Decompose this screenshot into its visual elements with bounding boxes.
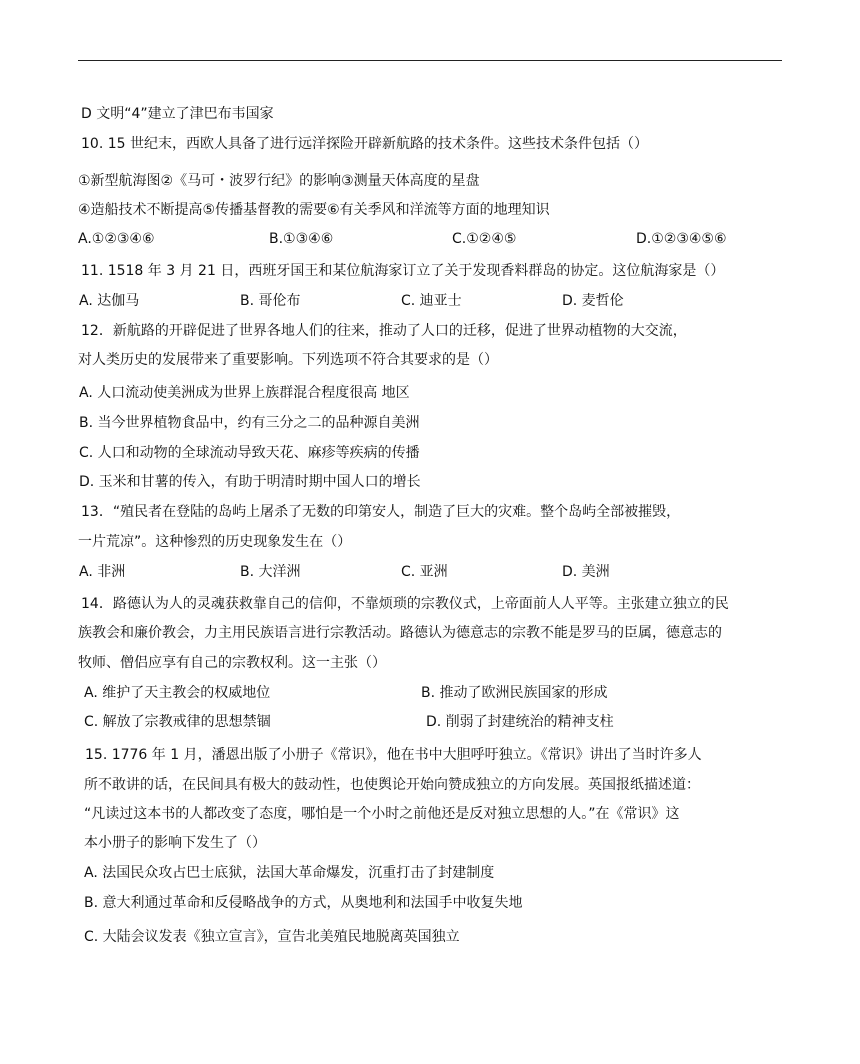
header-rule	[78, 60, 782, 61]
q13-option-a: A. 非洲	[79, 564, 126, 580]
q12-option-b: B. 当今世界植物食品中，约有三分之二的品种源自美洲	[79, 415, 420, 431]
q11-option-c: C. 迪亚士	[401, 293, 462, 309]
q10-option-d: D.①②③④⑤⑥	[636, 231, 727, 247]
q13-stem-line-1: 13．“殖民者在登陆的岛屿上屠杀了无数的印第安人，制造了巨大的灾难。整个岛屿全部被摧毁，	[81, 504, 681, 520]
q9-option-d: D 文明“4”建立了津巴布韦国家	[81, 106, 274, 122]
q14-stem-line-1: 14．路德认为人的灵魂获救靠自己的信仰，不靠烦琐的宗教仪式，上帝面前人人平等。主张建立独立的民	[81, 596, 729, 612]
q10-items-line-1: ①新型航海图②《马可・波罗行纪》的影响③测量天体高度的星盘	[78, 173, 480, 189]
q10-stem: 10. 15 世纪末，西欧人具备了进行远洋探险开辟新航路的技术条件。这些技术条件包括（）	[81, 136, 648, 152]
q15-stem-line-3: “凡读过这本书的人都改变了态度，哪怕是一个小时之前他还是反对独立思想的人。”在《常识》这	[84, 806, 680, 822]
q10-option-c: C.①②④⑤	[452, 231, 517, 247]
q11-option-b: B. 哥伦布	[240, 293, 301, 309]
q14-stem-line-2: 族教会和廉价教会，力主用民族语言进行宗教活动。路德认为德意志的宗教不能是罗马的臣属，德意志的	[78, 625, 722, 641]
q15-option-a: A. 法国民众攻占巴士底狱，法国大革命爆发，沉重打击了封建制度	[84, 865, 495, 881]
q12-option-a: A. 人口流动使美洲成为世界上族群混合程度很高 地区	[79, 385, 410, 401]
q12-stem-line-1: 12．新航路的开辟促进了世界各地人们的往来，推动了人口的迁移，促进了世界动植物的大交流，	[81, 323, 687, 339]
q14-option-c: C. 解放了宗教戒律的思想禁锢	[84, 714, 271, 730]
q13-option-d: D. 美洲	[562, 564, 610, 580]
q13-stem-line-2: 一片荒凉”。这种惨烈的历史现象发生在（）	[78, 534, 352, 550]
q14-option-a: A. 维护了天主教会的权威地位	[84, 685, 271, 701]
q14-option-d: D. 削弱了封建统治的精神支柱	[426, 714, 614, 730]
q13-option-c: C. 亚洲	[401, 564, 448, 580]
q11-option-a: A. 达伽马	[79, 293, 140, 309]
q15-stem-line-1: 15. 1776 年 1 月，潘恩出版了小册子《常识》，他在书中大胆呼吁独立。《常识》讲出了当时许多人	[85, 747, 702, 763]
q14-stem-line-3: 牧师、僧侣应享有自己的宗教权利。这一主张（）	[78, 655, 386, 671]
q11-stem: 11. 1518 年 3 月 21 日，西班牙国王和某位航海家订立了关于发现香料群岛的协定。这位航海家是（）	[81, 263, 725, 279]
q10-option-a: A.①②③④⑥	[78, 231, 155, 247]
q12-stem-line-2: 对人类历史的发展带来了重要影响。下列选项不符合其要求的是（）	[78, 352, 498, 368]
q10-option-b: B.①③④⑥	[269, 231, 334, 247]
q13-option-b: B. 大洋洲	[240, 564, 301, 580]
q11-option-d: D. 麦哲伦	[562, 293, 624, 309]
q15-stem-line-4: 本小册子的影响下发生了（）	[84, 835, 266, 851]
q12-option-c: C. 人口和动物的全球流动导致天花、麻疹等疾病的传播	[79, 445, 420, 461]
q12-option-d: D. 玉米和甘薯的传入，有助于明清时期中国人口的增长	[79, 474, 421, 490]
q10-items-line-2: ④造船技术不断提高⑤传播基督教的需要⑥有关季风和洋流等方面的地理知识	[78, 202, 550, 218]
q15-stem-line-2: 所不敢讲的话，在民间具有极大的鼓动性，也使舆论开始向赞成独立的方向发展。英国报纸描述道：	[84, 777, 700, 793]
q15-option-b: B. 意大利通过革命和反侵略战争的方式，从奥地利和法国手中收复失地	[84, 895, 523, 911]
q15-option-c: C. 大陆会议发表《独立宣言》，宣告北美殖民地脱离英国独立	[84, 929, 460, 945]
q14-option-b: B. 推动了欧洲民族国家的形成	[421, 685, 608, 701]
